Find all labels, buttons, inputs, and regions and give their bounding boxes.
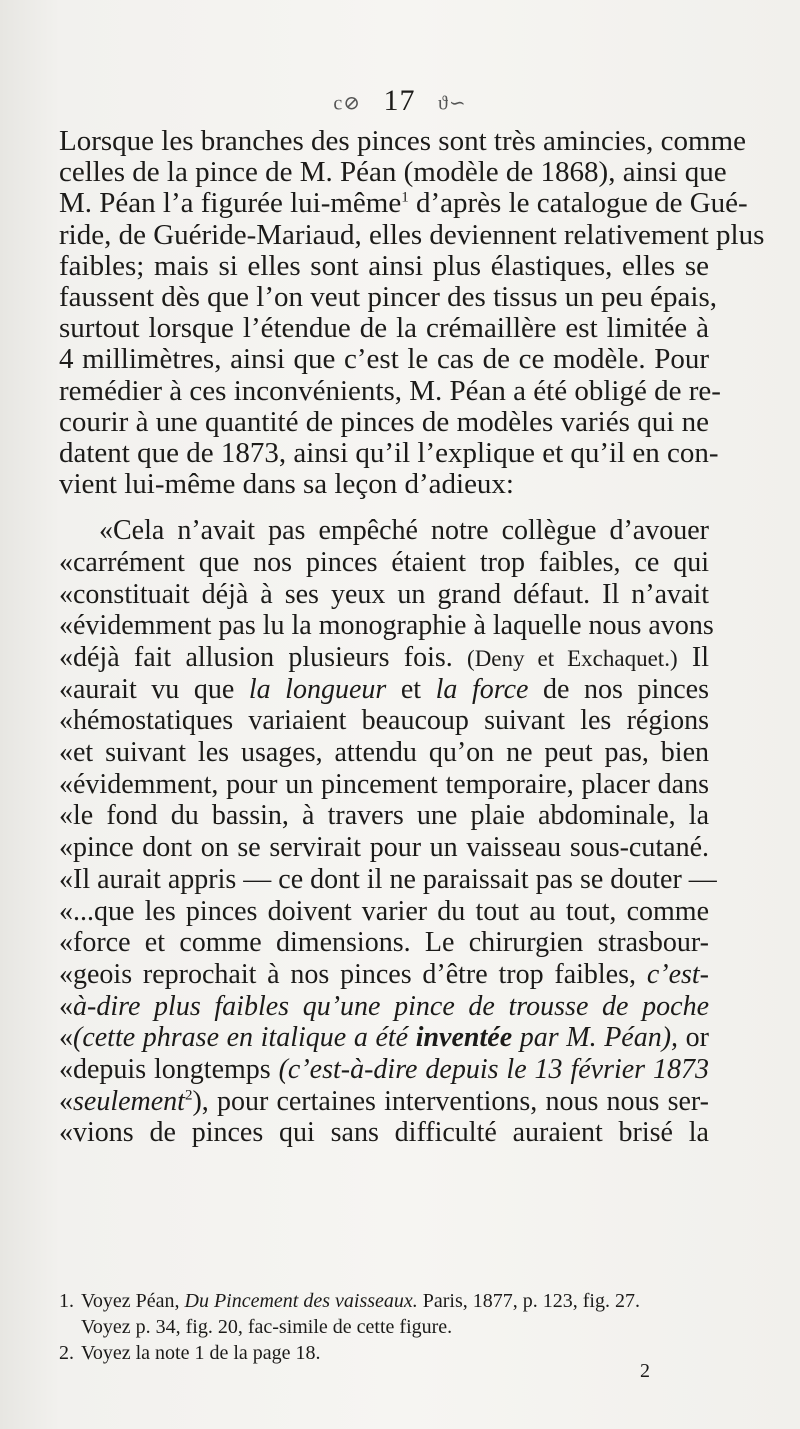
footnote-2 <box>59 1340 709 1366</box>
quote-line: «vions de pinces qui sans difficulté auraient brisé la <box>59 1117 709 1149</box>
text-line: vient lui-même dans sa leçon d’adieux: <box>59 468 514 501</box>
text-span: Il <box>677 642 709 673</box>
quote-line <box>59 1022 709 1054</box>
text-span: et <box>386 673 436 705</box>
text-span: «geois reprochait à nos pinces d’être trop faibles, <box>59 958 647 990</box>
quote-line: «évidemment, pour un pincement temporaire, placer dans <box>59 768 709 800</box>
footnotes <box>59 1288 709 1366</box>
text-line: datent que de 1873, ainsi qu’il l’explique et qu’il en con- <box>59 436 719 469</box>
signature-mark: 2 <box>640 1360 650 1382</box>
italic-span: à-dire plus faibles qu’une pince de trousse de poche <box>73 990 709 1022</box>
quote-line <box>59 1086 709 1118</box>
text-line: celles de la pince de M. Péan (modèle de 1868), ainsi que <box>59 156 727 189</box>
quote-line: «constituait déjà à ses yeux un grand défaut. Il n’avait <box>59 578 709 610</box>
italic-span: la longueur <box>248 673 387 705</box>
left-ornament: c⊘ <box>333 92 361 115</box>
text-line: 4 millimètres, ainsi que c’est le cas de ce modèle. Pour <box>59 343 709 376</box>
text-line: surtout lorsque l’étendue de la crémaillère est limitée à <box>59 312 709 345</box>
text-span: ), pour certaines interventions, nous nous ser- <box>192 1085 709 1117</box>
quote-line: «le fond du bassin, à travers une plaie abdominale, la <box>59 800 709 832</box>
text-span: « <box>59 1085 73 1117</box>
text-span: «déjà fait allusion plusieurs fois. <box>59 642 468 673</box>
page-number: 17 <box>383 84 416 117</box>
quote-line <box>59 674 709 706</box>
footnote-ref-2[interactable]: 2 <box>184 1087 193 1104</box>
italic-span: c’est- <box>646 958 709 990</box>
text-line: faibles; mais si elles sont ainsi plus élastiques, elles se <box>59 249 709 282</box>
quote-line: «et suivant les usages, attendu qu’on ne peut pas, bien <box>59 737 709 769</box>
text-line: Lorsque les branches des pinces sont très amincies, comme <box>59 125 746 157</box>
text-span: Voyez la note 1 de la page 18. <box>81 1342 321 1364</box>
quote-line: «carrément que nos pinces étaient trop faibles, ce qui <box>59 546 709 578</box>
quote-line <box>59 642 709 674</box>
text-span: d’après le catalogue de Gué- <box>408 187 748 220</box>
italic-span: la force <box>435 673 529 705</box>
text-span: Paris, 1877, p. 123, fig. 27. <box>417 1290 640 1312</box>
quote-line: «pince dont on se servirait pour un vaisseau sous-cutané. <box>59 832 709 864</box>
quote-line: «...que les pinces doivent varier du tout au tout, comme <box>59 895 709 927</box>
text-line: courir à une quantité de pinces de modèles variés qui ne <box>59 405 709 438</box>
text-span: « <box>59 1022 73 1054</box>
quote-line: «hémostatiques variaient beaucoup suivant les régions <box>59 705 709 737</box>
paragraph-1 <box>59 125 765 501</box>
text-span: «depuis longtemps <box>59 1053 279 1085</box>
footnote-ref-1[interactable]: 1 <box>401 189 409 206</box>
quotation <box>59 515 717 1149</box>
quote-line <box>59 1054 709 1086</box>
footnote-1 <box>59 1288 709 1314</box>
text-line: faussent dès que l’on veut pincer des tissus un peu épais, <box>59 280 717 313</box>
bold-italic-span: inventée <box>415 1022 513 1054</box>
footnote-1-continued: Voyez p. 34, fig. 20, fac-simile de cette figure. <box>81 1316 453 1338</box>
text-span: Voyez Péan, <box>81 1290 185 1312</box>
text-span: (Deny et Exchaquet.) <box>467 646 678 671</box>
italic-span: (c’est-à-dire depuis le 13 février 1873 <box>278 1053 709 1085</box>
text-span: de nos pinces <box>528 673 709 705</box>
italic-span: seulement <box>73 1085 185 1117</box>
quote-line: «évidemment pas lu la monographie à laquelle nous avons <box>59 610 714 642</box>
quote-line: «Cela n’avait pas empêché notre collègue d’avouer <box>99 515 709 547</box>
footnote-number: 1. <box>59 1290 74 1312</box>
text-line <box>59 187 748 220</box>
quote-line <box>59 959 709 991</box>
italic-span: (cette phrase en italique a été <box>73 1022 416 1054</box>
italic-span: par M. Péan), <box>512 1022 679 1054</box>
quote-line: «Il aurait appris — ce dont il ne paraissait pas se douter — <box>59 863 717 895</box>
right-ornament: ϑ∽ <box>437 92 467 115</box>
text-line: ride, de Guéride-Mariaud, elles deviennent relativement plus <box>59 218 765 251</box>
quote-line <box>59 991 709 1023</box>
text-span: M. Péan l’a figurée lui-même <box>59 187 402 220</box>
text-span: or <box>678 1022 710 1054</box>
page-header <box>0 84 800 118</box>
text-span: « <box>59 990 73 1022</box>
footnote-number: 2. <box>59 1342 74 1364</box>
italic-span: Du Pincement des vaisseaux. <box>184 1290 418 1312</box>
body-text <box>59 125 765 1149</box>
text-line: remédier à ces inconvénients, M. Péan a été obligé de re- <box>59 374 721 407</box>
quote-line: «force et comme dimensions. Le chirurgien strasbour- <box>59 927 709 959</box>
text-span: «aurait vu que <box>59 673 249 705</box>
